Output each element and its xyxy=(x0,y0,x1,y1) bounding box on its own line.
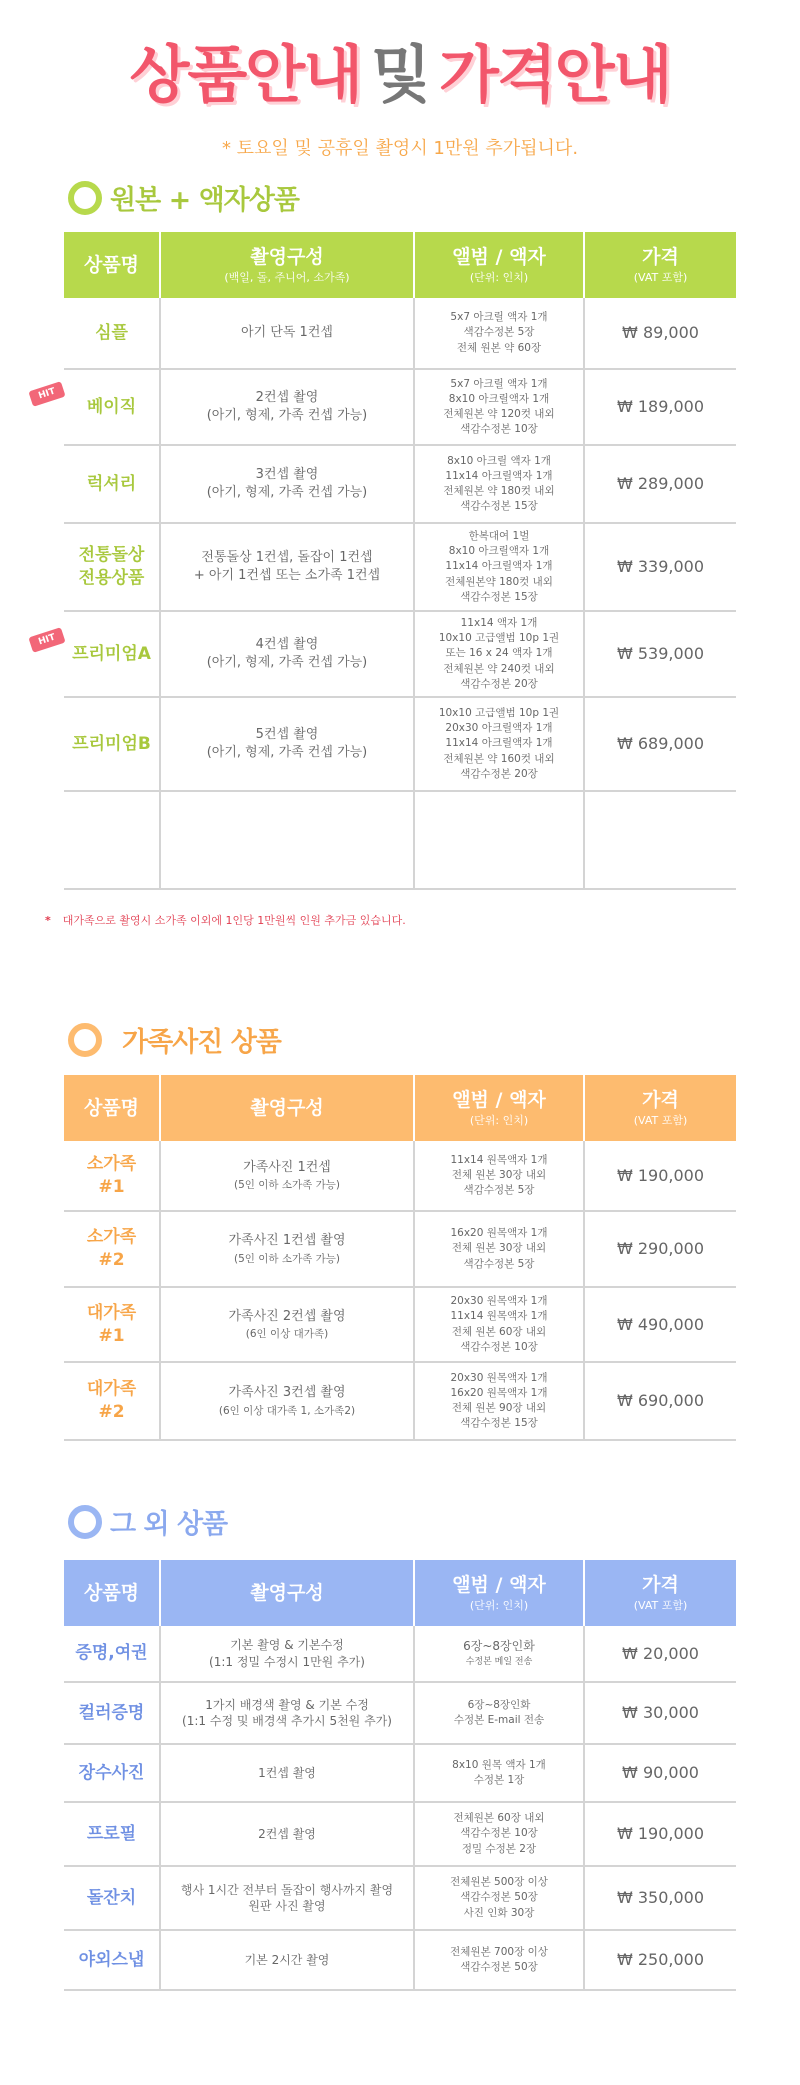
table-row xyxy=(64,1866,736,1930)
product-name: 소가족 #1 xyxy=(64,1141,160,1211)
table-row xyxy=(64,1211,736,1287)
empty-cell xyxy=(584,791,736,889)
price-value: ₩ 189,000 xyxy=(584,369,736,445)
table-row xyxy=(64,298,736,369)
product-name: 증명,여권 xyxy=(64,1626,160,1682)
price-value: ₩ 339,000 xyxy=(584,523,736,611)
product-description xyxy=(160,1362,414,1440)
section1-header xyxy=(68,178,299,217)
table-row xyxy=(64,369,736,445)
product-description xyxy=(160,1141,414,1211)
empty-cell xyxy=(64,791,160,889)
album-sub: 수정본 메일 전송 xyxy=(465,1656,533,1667)
table-row xyxy=(64,1626,736,1682)
product-description: 5컨셉 촬영 (아기, 형제, 가족 컨셉 가능) xyxy=(160,697,414,791)
price-value: ₩ 250,000 xyxy=(584,1930,736,1990)
price-value: ₩ 689,000 xyxy=(584,697,736,791)
description-sub: (6인 이상 대가족 1, 소가족2) xyxy=(218,1404,356,1417)
table-row xyxy=(64,1930,736,1990)
product-name: 프리미엄A xyxy=(64,611,160,697)
album-frame-info: 5x7 아크릴 액자 1개 8x10 아크릴액자 1개 전체원본 약 120컷 내외 색감수정본 10장 xyxy=(414,369,584,445)
album-frame-info: 11x14 원목액자 1개 전체 원본 30장 내외 색감수정본 5장 xyxy=(414,1141,584,1211)
album-frame-info: 전체원본 500장 이상 색감수정본 50장 사진 인화 30장 xyxy=(414,1866,584,1930)
album-frame-info: 5x7 아크릴 액자 1개 색감수정본 5장 전체 원본 약 60장 xyxy=(414,298,584,369)
table-row xyxy=(64,1802,736,1866)
product-description: 2컨셉 촬영 (아기, 형제, 가족 컨셉 가능) xyxy=(160,369,414,445)
empty-cell xyxy=(160,791,414,889)
table-row xyxy=(64,1287,736,1362)
col-header-desc: 촬영구성 (백일, 돌, 주니어, 소가족) xyxy=(160,232,414,298)
circle-icon xyxy=(68,1023,102,1057)
description-main: 가족사진 1컨셉 촬영 xyxy=(228,1233,346,1249)
product-name: 베이직 xyxy=(64,369,160,445)
section1-table xyxy=(64,232,736,890)
empty-row xyxy=(64,791,736,889)
empty-cell xyxy=(414,791,584,889)
section2-header xyxy=(68,1020,281,1059)
col-header-price: 가격 (VAT 포함) xyxy=(584,1075,736,1141)
album-frame-info: 8x10 아크릴 액자 1개 11x14 아크릴액자 1개 전체원본 약 180컷 내외 색감수정본 15장 xyxy=(414,445,584,523)
col-header-price: 가격 (VAT 포함) xyxy=(584,1560,736,1626)
col-header-desc: 촬영구성 xyxy=(160,1075,414,1141)
section3-header xyxy=(68,1502,227,1541)
description-sub: (5인 이하 소가족 가능) xyxy=(233,1179,341,1192)
circle-icon xyxy=(68,181,102,215)
product-name: 럭셔리 xyxy=(64,445,160,523)
product-name: 프리미엄B xyxy=(64,697,160,791)
product-description xyxy=(160,1211,414,1287)
table-row xyxy=(64,445,736,523)
price-value: ₩ 539,000 xyxy=(584,611,736,697)
product-description: 아기 단독 1컨셉 xyxy=(160,298,414,369)
section2-table xyxy=(64,1075,736,1441)
table-row xyxy=(64,1141,736,1211)
product-description: 1컨셉 촬영 xyxy=(160,1744,414,1802)
price-value: ₩ 89,000 xyxy=(584,298,736,369)
col-header-name: 상품명 xyxy=(83,1581,140,1604)
album-frame-info: 6장~8장인화 수정본 E-mail 전송 xyxy=(414,1682,584,1744)
table-row xyxy=(64,1362,736,1440)
col-header-album: 앨범 / 액자 (단위: 인치) xyxy=(414,232,584,298)
album-frame-info: 10x10 고급앨범 10p 1권 20x30 아크릴액자 1개 11x14 아크릴액자 1개 전체원본 약 160컷 내외 색감수정본 20장 xyxy=(414,697,584,791)
title-part-products: 상품안내 xyxy=(129,38,362,111)
album-frame-info: 20x30 원목액자 1개 16x20 원목액자 1개 전체 원본 90장 내외 색감수정본 15장 xyxy=(414,1362,584,1440)
product-name: 심플 xyxy=(64,298,160,369)
product-name: 장수사진 xyxy=(64,1744,160,1802)
col-header-name: 상품명 xyxy=(83,253,140,276)
product-name: 돌잔치 xyxy=(64,1866,160,1930)
title-part-prices: 가격안내 xyxy=(438,38,671,111)
section3-table xyxy=(64,1560,736,1991)
product-name: 전통돌상 전용상품 xyxy=(64,523,160,611)
product-description: 4컨셉 촬영 (아기, 형제, 가족 컨셉 가능) xyxy=(160,611,414,697)
col-header-price: 가격 (VAT 포함) xyxy=(584,232,736,298)
album-frame-info: 20x30 원목액자 1개 11x14 원목액자 1개 전체 원본 60장 내외 색감수정본 10장 xyxy=(414,1287,584,1362)
album-frame-info: 16x20 원목액자 1개 전체 원본 30장 내외 색감수정본 5장 xyxy=(414,1211,584,1287)
product-description: 행사 1시간 전부터 돌잡이 행사까지 촬영 원판 사진 촬영 xyxy=(160,1866,414,1930)
price-value: ₩ 289,000 xyxy=(584,445,736,523)
description-main: 가족사진 2컨셉 촬영 xyxy=(228,1308,346,1324)
product-description: 1가지 배경색 촬영 & 기본 수정 (1:1 수정 및 배경색 추가시 5천원 추가) xyxy=(160,1682,414,1744)
product-description: 3컨셉 촬영 (아기, 형제, 가족 컨셉 가능) xyxy=(160,445,414,523)
description-sub: (5인 이하 소가족 가능) xyxy=(233,1252,341,1265)
page-title xyxy=(0,30,800,120)
table-row xyxy=(64,697,736,791)
description-main: 가족사진 3컨셉 촬영 xyxy=(228,1385,346,1401)
table-row xyxy=(64,1682,736,1744)
price-value: ₩ 90,000 xyxy=(584,1744,736,1802)
price-value: ₩ 690,000 xyxy=(584,1362,736,1440)
product-name: 프로필 xyxy=(64,1802,160,1866)
weekend-surcharge-notice: * 토요일 및 공휴일 촬영시 1만원 추가됩니다. xyxy=(221,138,579,159)
large-family-note: * 대가족으로 촬영시 소가족 이외에 1인당 1만원씩 인원 추가금 있습니다. xyxy=(45,914,406,927)
album-main: 6장~8장인화 xyxy=(463,1639,535,1654)
product-description: 전통돌상 1컨셉, 돌잡이 1컨셉 + 아기 1컨셉 또는 소가족 1컨셉 xyxy=(160,523,414,611)
col-header-album: 앨범 / 액자 (단위: 인치) xyxy=(414,1560,584,1626)
price-value: ₩ 350,000 xyxy=(584,1866,736,1930)
title-part-and: 및 xyxy=(371,38,429,111)
table-row xyxy=(64,1744,736,1802)
price-value: ₩ 490,000 xyxy=(584,1287,736,1362)
price-value: ₩ 290,000 xyxy=(584,1211,736,1287)
price-value: ₩ 30,000 xyxy=(584,1682,736,1744)
table-row xyxy=(64,523,736,611)
album-frame-info: 한복대여 1벌 8x10 아크릴액자 1개 11x14 아크릴액자 1개 전체원본약 180컷 내외 색감수정본 15장 xyxy=(414,523,584,611)
product-name: 컬러증명 xyxy=(64,1682,160,1744)
section1-title: 원본 + 액자상품 xyxy=(110,185,299,216)
price-value: ₩ 190,000 xyxy=(584,1802,736,1866)
album-frame-info: 8x10 원목 액자 1개 수정본 1장 xyxy=(414,1744,584,1802)
album-frame-info: 전체원본 60장 내외 색감수정본 10장 정밀 수정본 2장 xyxy=(414,1802,584,1866)
price-value: ₩ 20,000 xyxy=(584,1626,736,1682)
circle-icon xyxy=(68,1505,102,1539)
table-row xyxy=(64,611,736,697)
product-description: 기본 2시간 촬영 xyxy=(160,1930,414,1990)
product-name: 야외스냅 xyxy=(64,1930,160,1990)
product-description: 기본 촬영 & 기본수정 (1:1 정밀 수정시 1만원 추가) xyxy=(160,1626,414,1682)
album-frame-info: 11x14 액자 1개 10x10 고급앨범 10p 1권 또는 16 x 24 액자 1개 전체원본 약 240컷 내외 색감수정본 20장 xyxy=(414,611,584,697)
album-frame-info xyxy=(414,1626,584,1682)
album-frame-info: 전체원본 700장 이상 색감수정본 50장 xyxy=(414,1930,584,1990)
hit-badge: HIT xyxy=(30,386,64,402)
hit-badge: HIT xyxy=(30,632,64,648)
col-header-name: 상품명 xyxy=(83,1096,140,1119)
product-name: 대가족 #2 xyxy=(64,1362,160,1440)
section2-title: 가족사진 상품 xyxy=(122,1027,281,1058)
col-header-album: 앨범 / 액자 (단위: 인치) xyxy=(414,1075,584,1141)
section3-title: 그 외 상품 xyxy=(110,1509,228,1540)
product-name: 대가족 #1 xyxy=(64,1287,160,1362)
product-description xyxy=(160,1287,414,1362)
description-main: 가족사진 1컨셉 xyxy=(243,1159,331,1175)
price-value: ₩ 190,000 xyxy=(584,1141,736,1211)
description-sub: (6인 이상 대가족) xyxy=(245,1328,329,1341)
col-header-desc: 촬영구성 xyxy=(160,1560,414,1626)
product-description: 2컨셉 촬영 xyxy=(160,1802,414,1866)
product-name: 소가족 #2 xyxy=(64,1211,160,1287)
